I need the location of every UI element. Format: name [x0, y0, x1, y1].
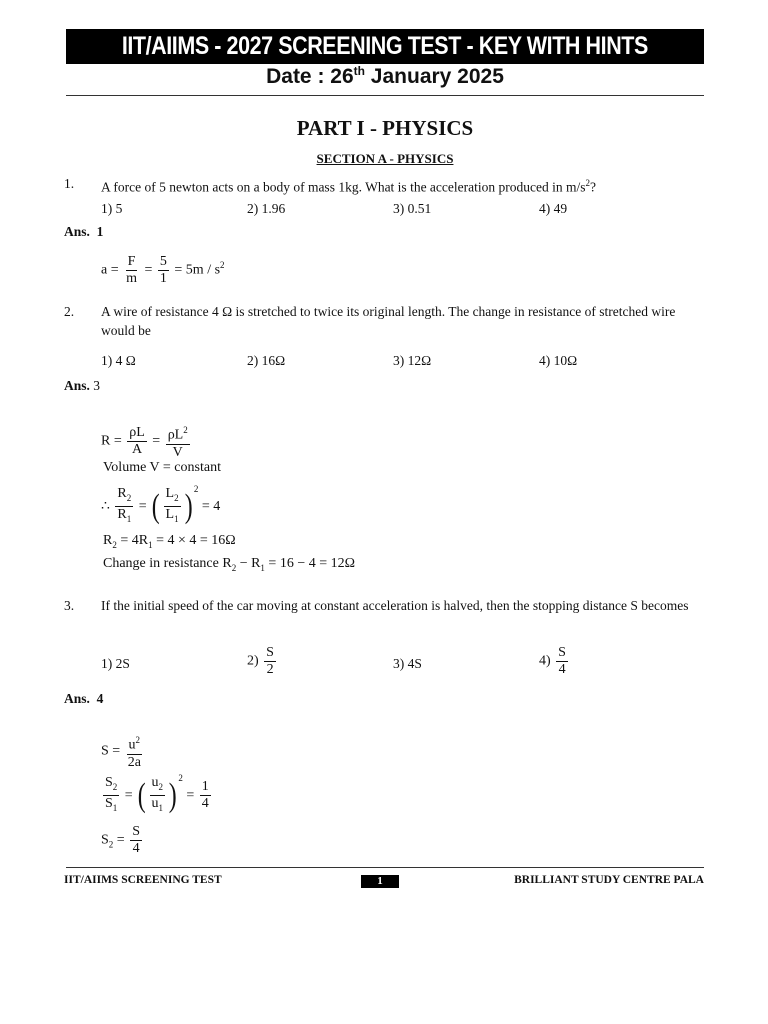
- question-2-text: A wire of resistance 4 Ω is stretched to twice its original length. The change in resistance of stretched wire would be: [101, 304, 676, 338]
- q3-option-4: 4) $\frac{S}{4}$: [539, 645, 566, 677]
- q3-answer: Ans. 4: [64, 691, 104, 706]
- q1-option-2: 2) 1.96: [247, 201, 286, 216]
- question-3-number: 3.: [64, 598, 75, 613]
- q2-hint-line-3: ∴ $\frac{R_2}{R_1}$ = ( $\frac{L_2}{L_1}$ ) $^2$ = 4: [101, 484, 221, 525]
- page-number: 1: [361, 875, 399, 888]
- q3-option-3: 3) 4S: [393, 656, 422, 671]
- section-title: SECTION A - PHYSICS: [316, 151, 454, 166]
- header-divider: [66, 95, 704, 96]
- exam-date: Date : 26th January 2025: [266, 64, 504, 88]
- header-banner: [66, 29, 704, 64]
- question-2-number: 2.: [64, 304, 75, 319]
- q3-option-1: 1) 2S: [101, 656, 130, 671]
- q3-hint-line-2: $\frac{S_2}{S_1}$ = ( $\frac{u_2}{u_1}$ ) $^2$ = $\frac{1}{4}$: [105, 773, 209, 814]
- q2-hint-line-5: Change in resistance $R_2 - R_1 = 16 - 4 = 12\Omega$: [103, 556, 356, 573]
- question-1-text: A force of 5 newton acts on a body of mass 1kg. What is the acceleration produced in $m/s^2$?: [101, 178, 596, 195]
- footer-left-text: IIT/AIIMS SCREENING TEST: [64, 874, 222, 886]
- q3-hint-line-3: $S_2$ = $\frac{S}{4}$: [101, 824, 140, 856]
- q2-hint-line-2: Volume V = constant: [103, 460, 221, 475]
- q2-option-1: 1) 4 Ω: [101, 353, 136, 368]
- q2-hint-line-4: $R_2 = 4R_1 = 4 \times 4 = 16\Omega$: [103, 533, 236, 550]
- q2-option-2: 2) 16Ω: [247, 353, 286, 368]
- q2-answer: Ans. 3: [64, 378, 101, 393]
- q1-option-4: 4) 49: [539, 201, 568, 216]
- banner-title: IIT/AIIMS - 2027 SCREENING TEST - KEY WITH HINTS: [121, 32, 649, 60]
- part-title: PART I - PHYSICS: [296, 116, 474, 140]
- footer-right-text: BRILLIANT STUDY CENTRE PALA: [514, 874, 704, 886]
- q2-option-3: 3) 12Ω: [393, 353, 432, 368]
- q3-hint-line-1: S = $\frac{u^2}{2a}$: [101, 732, 145, 771]
- footer-divider: [66, 867, 704, 868]
- q1-answer: Ans. 1: [64, 224, 104, 239]
- q2-hint-line-1: R = $\frac{\rho L}{A}$ = $\frac{\rho L^2}{V}$: [101, 422, 192, 461]
- q3-option-2: 2) $\frac{S}{2}$: [247, 645, 274, 677]
- question-3-text: If the initial speed of the car moving at constant acceleration is halved, then the stopping distance S becomes: [101, 598, 689, 613]
- q1-option-1: 1) 5: [101, 201, 123, 216]
- q1-option-3: 3) 0.51: [393, 201, 432, 216]
- question-1-number: 1.: [64, 176, 75, 191]
- q2-option-4: 4) 10Ω: [539, 353, 578, 368]
- q1-hint-equation: a = $\frac{F}{m}$ = $\frac{5}{1}$ = $5m / s^2$: [101, 254, 225, 286]
